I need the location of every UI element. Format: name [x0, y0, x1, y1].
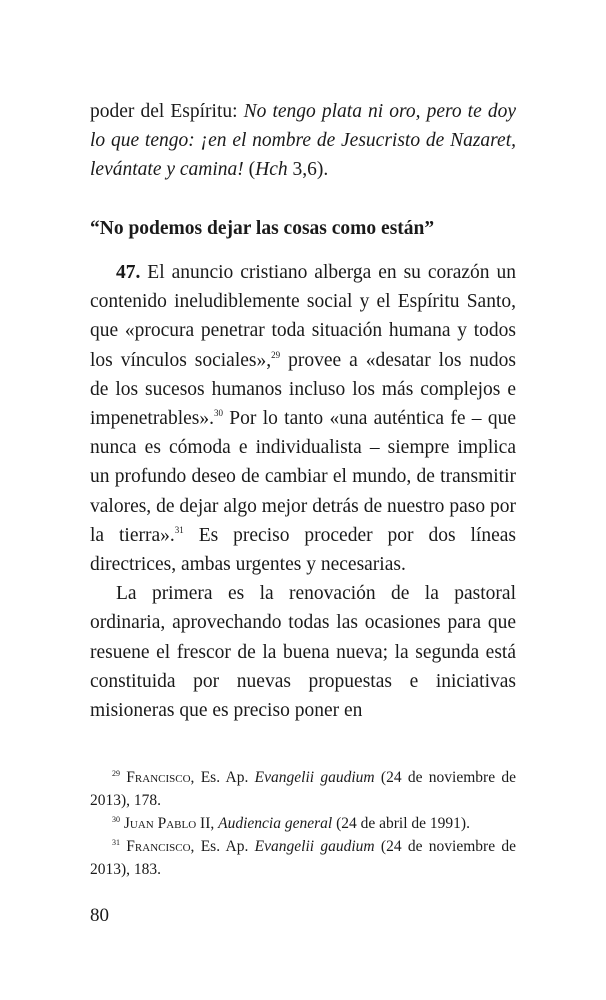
paragraph-continuation: La primera es la renovación de la pastoral ordinaria, aprovechando todas las ocasiones para que resuene el frescor de la buena nueva; la segunda está constituida por nuevas propuestas e iniciativas misioneras que es preciso poner en	[90, 583, 516, 722]
page-number: 80	[90, 905, 109, 926]
footnote-post: (24 de abril de 1991).	[332, 815, 470, 832]
section-body	[90, 258, 516, 725]
paragraph-47	[90, 258, 516, 579]
footnote-author: Francisco	[126, 769, 191, 786]
intro-lead: poder del Espíritu:	[90, 101, 244, 122]
section-heading: “No podemos dejar las cosas como están”	[90, 218, 435, 239]
footnote-number: 30	[112, 815, 120, 824]
footnote-author: Juan Pablo II	[123, 815, 211, 832]
footnote-pre: , Es. Ap.	[190, 838, 255, 855]
para47-text-3: Por lo tanto «una auténtica fe – que nunca es cómoda e individualista – siempre implica un profundo deseo de cambiar el mundo, de transmitir valores, de dejar algo mejor detrás de nuestro paso por la tierra».	[90, 408, 516, 546]
footnote-ref-31[interactable]: 31	[174, 524, 184, 535]
intro-text: poder del Espíritu: No tengo plata ni oro, pero te doy lo que tengo: ¡en el nombre de Jesucristo de Nazaret, levántate y camina! (Hch 3,6).	[90, 101, 516, 181]
footnote-31	[90, 835, 516, 881]
footnote-post: (24 de noviembre de 2013), 183.	[90, 838, 516, 878]
footnote-30	[90, 812, 516, 835]
scripture-ref-book: Hch	[255, 159, 288, 181]
footnote-post: (24 de noviembre de 2013), 178.	[90, 769, 516, 809]
scripture-quote: No tengo plata ni oro, pero te doy lo que tengo: ¡en el nombre de Jesucristo de Nazaret, levántate y camina!	[90, 101, 516, 181]
para47-text-4: Es preciso proceder por dos líneas directrices, ambas urgentes y necesarias.	[90, 524, 516, 576]
footnote-title: Evangelii gaudium	[254, 769, 375, 786]
footnote-29	[90, 766, 516, 812]
paragraph-number: 47.	[116, 262, 141, 283]
footnote-title: Evangelii gaudium	[254, 838, 375, 855]
footnotes	[90, 766, 516, 881]
para47-text-1: El anuncio cristiano alberga en su corazón un contenido ineludiblemente social y el Espíritu Santo, que «procura penetrar toda situación humana y todos los vínculos sociales»,	[90, 262, 516, 371]
intro-paragraph	[90, 97, 516, 185]
footnote-pre: , Es. Ap.	[190, 769, 255, 786]
footnote-ref-30[interactable]: 30	[214, 408, 223, 419]
footnote-author: Francisco	[126, 838, 191, 855]
scripture-ref-rest: 3,6).	[287, 159, 329, 181]
footnote-number: 31	[112, 838, 120, 847]
para47-text-2: provee a «desatar los nudos de los sucesos humanos incluso los más complejos e impenetrables».	[90, 349, 516, 430]
footnote-title: Audiencia general	[218, 815, 333, 832]
footnote-number: 29	[112, 769, 120, 778]
footnote-pre: ,	[210, 815, 219, 832]
footnote-ref-29[interactable]: 29	[271, 349, 281, 360]
